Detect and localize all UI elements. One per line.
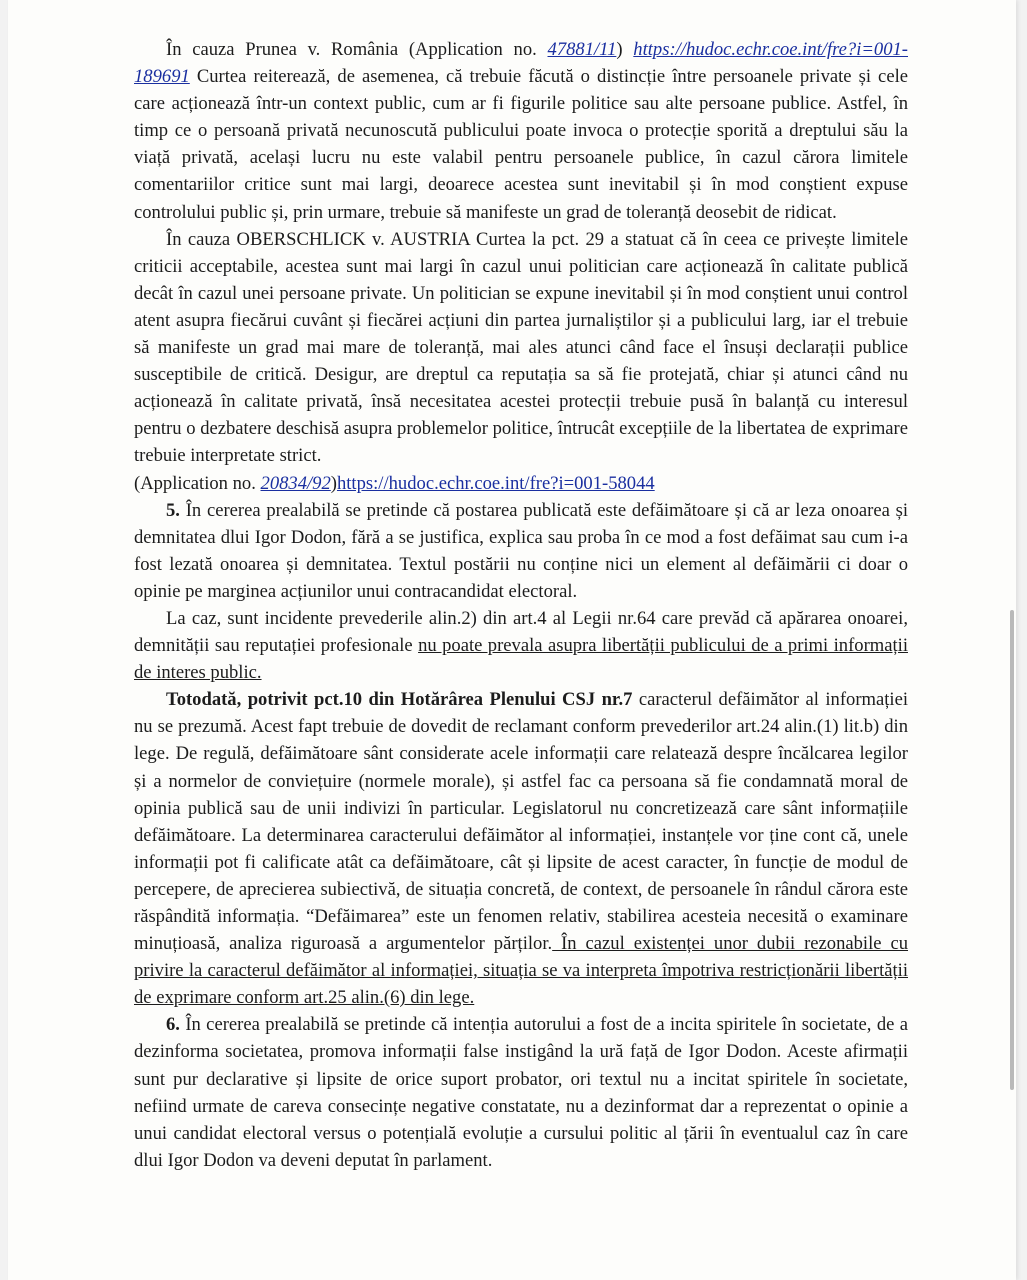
paragraph-point-5: 5. În cererea prealabilă se pretinde că postarea publicată este defăimătoare și că ar leza onoarea și demnitatea dlui Igor Dodon, fără a se justifica, explica sau proba în ce mod a fost defăimat sau cum i-a fost lezată onoarea și demnitatea. Textul postării nu conține nici un element al defăimării ci doar o opinie pe marginea acțiunilor unui contracandidat electoral. [134,499,908,602]
paragraph-oberschlick: În cauza OBERSCHLICK v. AUSTRIA Curtea la pct. 29 a statuat că în ceea ce privește limitele criticii acceptabile, acestea sunt mai largi în cazul unui politician care acționează în calitate publică decât în cazul unei persoane private. Un politician se expune inevitabil și în mod conștient unui control atent asupra fiecărui cuvânt și fiecărei acțiuni din partea jurnaliștilor și a publicului larg, iar el trebuie să manifeste un grad mai mare de toleranță, mai ales atunci când face el însuși declarații publice susceptibile de critică. Desigur, are dreptul ca reputația sa să fie protejată, chiar și atunci când nu acționează în calitate privată, însă necesitatea acestei protecții trebuie pusă în balanță cu interesul pentru o dezbatere deschisă asupra problemelor politice, întrucât excepțiile de la libertatea de exprimare trebuie interpretate strict. [134,228,908,467]
paragraph-application-ref: (Application no. 20834/92)https://hudoc.echr.coe.int/fre?i=001-58044 [134,472,655,494]
document-page [8,0,1016,1280]
application-number-link[interactable]: 47881/11 [547,39,617,60]
hudoc-link[interactable]: https://hudoc.echr.coe.int/fre?i=001-58044 [336,472,655,494]
underlined-text: În cazul existenței unor dubii rezonabile cu privire la caracterul defăimător al informației, situația se va interpreta împotriva restricționării libertății de exprimare conform art.25 alin.(6) din lege. [134,933,909,1009]
document-body [134,36,908,1174]
paragraph-number: 5. [166,499,180,521]
paragraph-law-64: La caz, sunt incidente prevederile alin.2) din art.4 al Legii nr.64 care prevăd că apărarea onoarei, demnității sau reputației profesionale nu poate prevala asupra libertății publicului de a primi informații de interes public. [134,607,908,684]
application-number-link[interactable]: 20834/92 [260,472,331,494]
hudoc-link[interactable]: https://hudoc.echr.coe.int/fre?i=001-189691 [134,39,908,88]
underlined-text: nu poate prevala asupra libertății publicului de a primi informații de interes public. [134,635,908,684]
bold-text: Totodată, potrivit pct.10 din Hotărârea Plenului CSJ nr.7 [166,689,633,711]
paragraph-point-6: 6. În cererea prealabilă se pretinde că intenția autorului a fost de a incita spiritele în societate, de a dezinforma societatea, promova informații false instigând la ură față de Igor Dodon. Aceste afirmații sunt pur declarative și lipsite de orice suport probator, ori textul nu a incitat spiritele în societate, nefiind urmate de careva consecințe negative constatate, nu a dezinformat dar a reprezentat o opinie a unui candidat electoral versus o potențială evoluție a cursului politic al țării în eventualul caz în care dlui Igor Dodon va deveni deputat în parlament. [134,1014,908,1171]
scroll-indicator [1010,610,1014,1090]
paragraph-prunea: În cauza Prunea v. România (Application no. 47881/11) https://hudoc.echr.coe.int/fre?i=001-189691 Curtea reiterează, de asemenea, că trebuie făcută o distincție între persoanele private și cele care acționează într-un context public, cum ar fi figurile politice sau alte persoane publice. Astfel, în timp ce o persoană privată necunoscută publicului poate invoca o protecție sporită a dreptului său la viață privată, același lucru nu este valabil pentru persoanele publice, în cazul cărora limitele comentariilor critice sunt mai largi, deoarece acestea sunt inevitabil și în mod conștient expuse controlului public și, prin urmare, trebuie să manifeste un grad de toleranță deosebit de ridicat. [134,39,908,223]
paragraph-number: 6. [166,1014,180,1036]
paragraph-csj-plenum: Totodată, potrivit pct.10 din Hotărârea Plenului CSJ nr.7 caracterul defăimător al informației nu se prezumă. Acest fapt trebuie de dovedit de reclamant conform prevederilor art.24 alin.(1) lit.b) din lege. De regulă, defăimătoare sânt considerate acele informații care relatează despre încălcarea legilor și a normelor de conviețuire (normele morale), și astfel fac ca persoana să fie condamnată moral de opinia publică sau de unii indivizi în particular. Legislatorul nu concretizează care sânt informațiile defăimătoare. La determinarea caracterului defăimător al informației, instanțele vor ține cont că, unele informații pot fi calificate atât ca defăimătoare, cât și lipsite de acest caracter, în funcție de modul de percepere, de aprecierea subiectivă, de situația concretă, de context, de persoanele în rândul cărora este răspândită informația. “Defăimarea” este un fenomen relativ, stabilirea acesteia necesită o examinare minuțioasă, analiza riguroasă a argumentelor părților. În cazul existenței unor dubii rezonabile cu privire la caracterul defăimător al informației, situația se va interpreta împotriva restricționării libertății de exprimare conform art.25 alin.(6) din lege. [134,689,909,1009]
